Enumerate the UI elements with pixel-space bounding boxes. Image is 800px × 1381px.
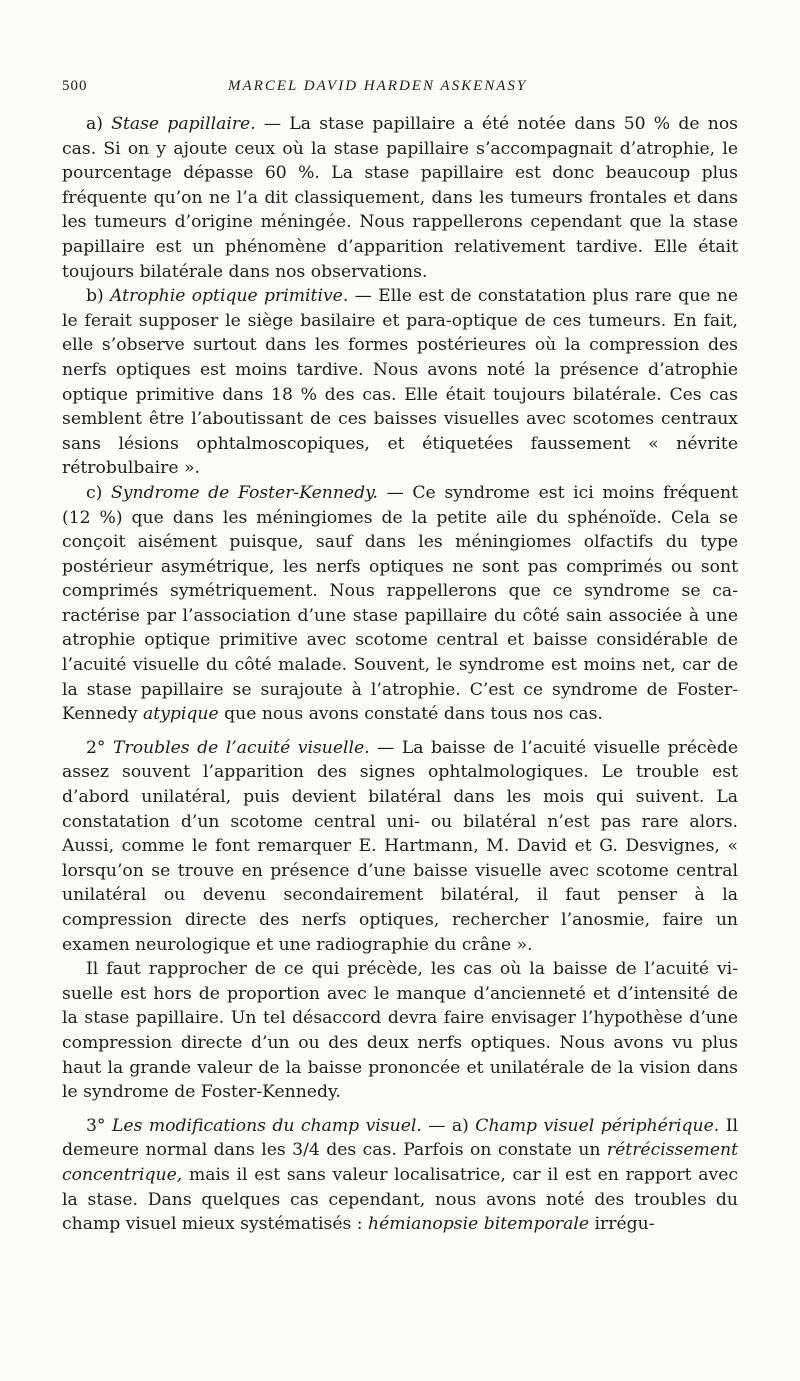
paragraph-champ-visuel: 3° Les modifications du champ visuel. — a) Champ visuel périphérique. Il demeure normal dans les 3/4 des cas. Parfois on constate un rétrécissement concentrique, mais il est sans valeur localisatrice, car il est en rapport avec la stase. Dans quelques cas cependant, nous avons noté des troubles du champ visuel mieux systématisés : hémianopsie bitemporale irrégu- [62,1115,738,1235]
page-number: 500 [62,78,88,94]
section-title: Syndrome de Foster-Kennedy. [110,482,378,503]
section-title: Stase papillaire. [111,114,256,134]
page-body [62,112,738,1237]
section-title: Atrophie optique primitive. [110,286,349,307]
paragraph-troubles-acuite: 2° Troubles de l’acuité visuelle. — La baisse de l’acuité visuelle précède assez souvent l’apparition des signes ophtalmologiques. Le trouble est d’abord unilatéral, puis devient bilatéral dans les mois qui suivent. La constatation d’un scotome central uni- ou bilatéral n’est pas rare alors. Aussi, comme le font remarquer E. Hartmann, M. David et G. Desvignes, « lorsqu’on se trouve en présence d’une baisse visuelle avec scotome central unilatéral ou devenu secondairement bilatéral, il faut penser à la compression directe des nerfs optiques, rechercher l’anosmie, faire un examen neurologique et une radiographie du crâne ». [62,737,738,955]
section-title: Les modifications du champ visuel. [111,1115,422,1136]
section-title: Troubles de l’acuité visuelle. [113,737,370,758]
paragraph-stase-papillaire: a) Stase papillaire. — La stase papillaire a été notée dans 50 % de nos cas. Si on y ajoute ceux où la stase papillaire s’accompagnait d’atrophie, le pourcentage dépasse 60 %. La stase papillaire est donc beaucoup plus fréquente qu’on ne l’a dit classiquement, dans les tumeurs frontales et dans les tumeurs d’origine méningée. Nous rappellerons cependant que la stase papillaire est un phénomène d’apparition relativement tardive. Elle était toujours bilatérale dans nos observations. [62,114,738,282]
paragraph-foster-kennedy: c) Syndrome de Foster-Kennedy. — Ce syndrome est ici moins fréquent (12 %) que dans les méningiomes de la petite aile du sphénoïde. Cela se conçoit aisément puisque, sauf dans les méningiomes olfactifs du type postérieur asymétrique, les nerfs optiques ne sont pas comprimés ou sont comprimés symétriquement. Nous rappellerons que ce syndrome se caractérise par l’association d’une stase papillaire du côté sain associée à une atrophie optique primitive avec scotome central et baisse considérable de l’acuité visuelle du côté malade. Souvent, le syndrome est moins net, car de la stase papillaire se surajoute à l’atrophie. C’est ce syndrome de Foster-Kennedy atypique que nous avons constaté dans tous nos cas. [62,482,738,725]
paragraph-rapprocher: Il faut rapprocher de ce qui précède, les cas où la baisse de l’acuité visuelle est hors de proportion avec le manque d’ancienneté et d’intensité de la stase papillaire. Un tel désaccord devra faire envisager l’hypothèse d’une compression directe d’un ou des deux nerfs optiques. Nous avons vu plus haut la grande valeur de la baisse prononcée et unilatérale de la vision dans le syndrome de Foster-Kennedy. [62,959,738,1103]
running-title: MARCEL DAVID HARDEN ASKENASY [228,78,528,94]
paragraph-atrophie-optique: b) Atrophie optique primitive. — Elle est de constatation plus rare que ne le ferait supposer le siège basilaire et para-optique de ces tumeurs. En fait, elle s’observe surtout dans les formes postérieures où la compression des nerfs optiques est moins tardive. Nous avons noté la présence d’atrophie optique primitive dans 18 % des cas. Elle était toujours bilatérale. Ces cas semblent être l’aboutissant de ces baisses visuelles avec scotomes centraux sans lésions ophtalmoscopiques, et étiquetées faussement « névrite rétrobulbaire ». [62,286,738,479]
